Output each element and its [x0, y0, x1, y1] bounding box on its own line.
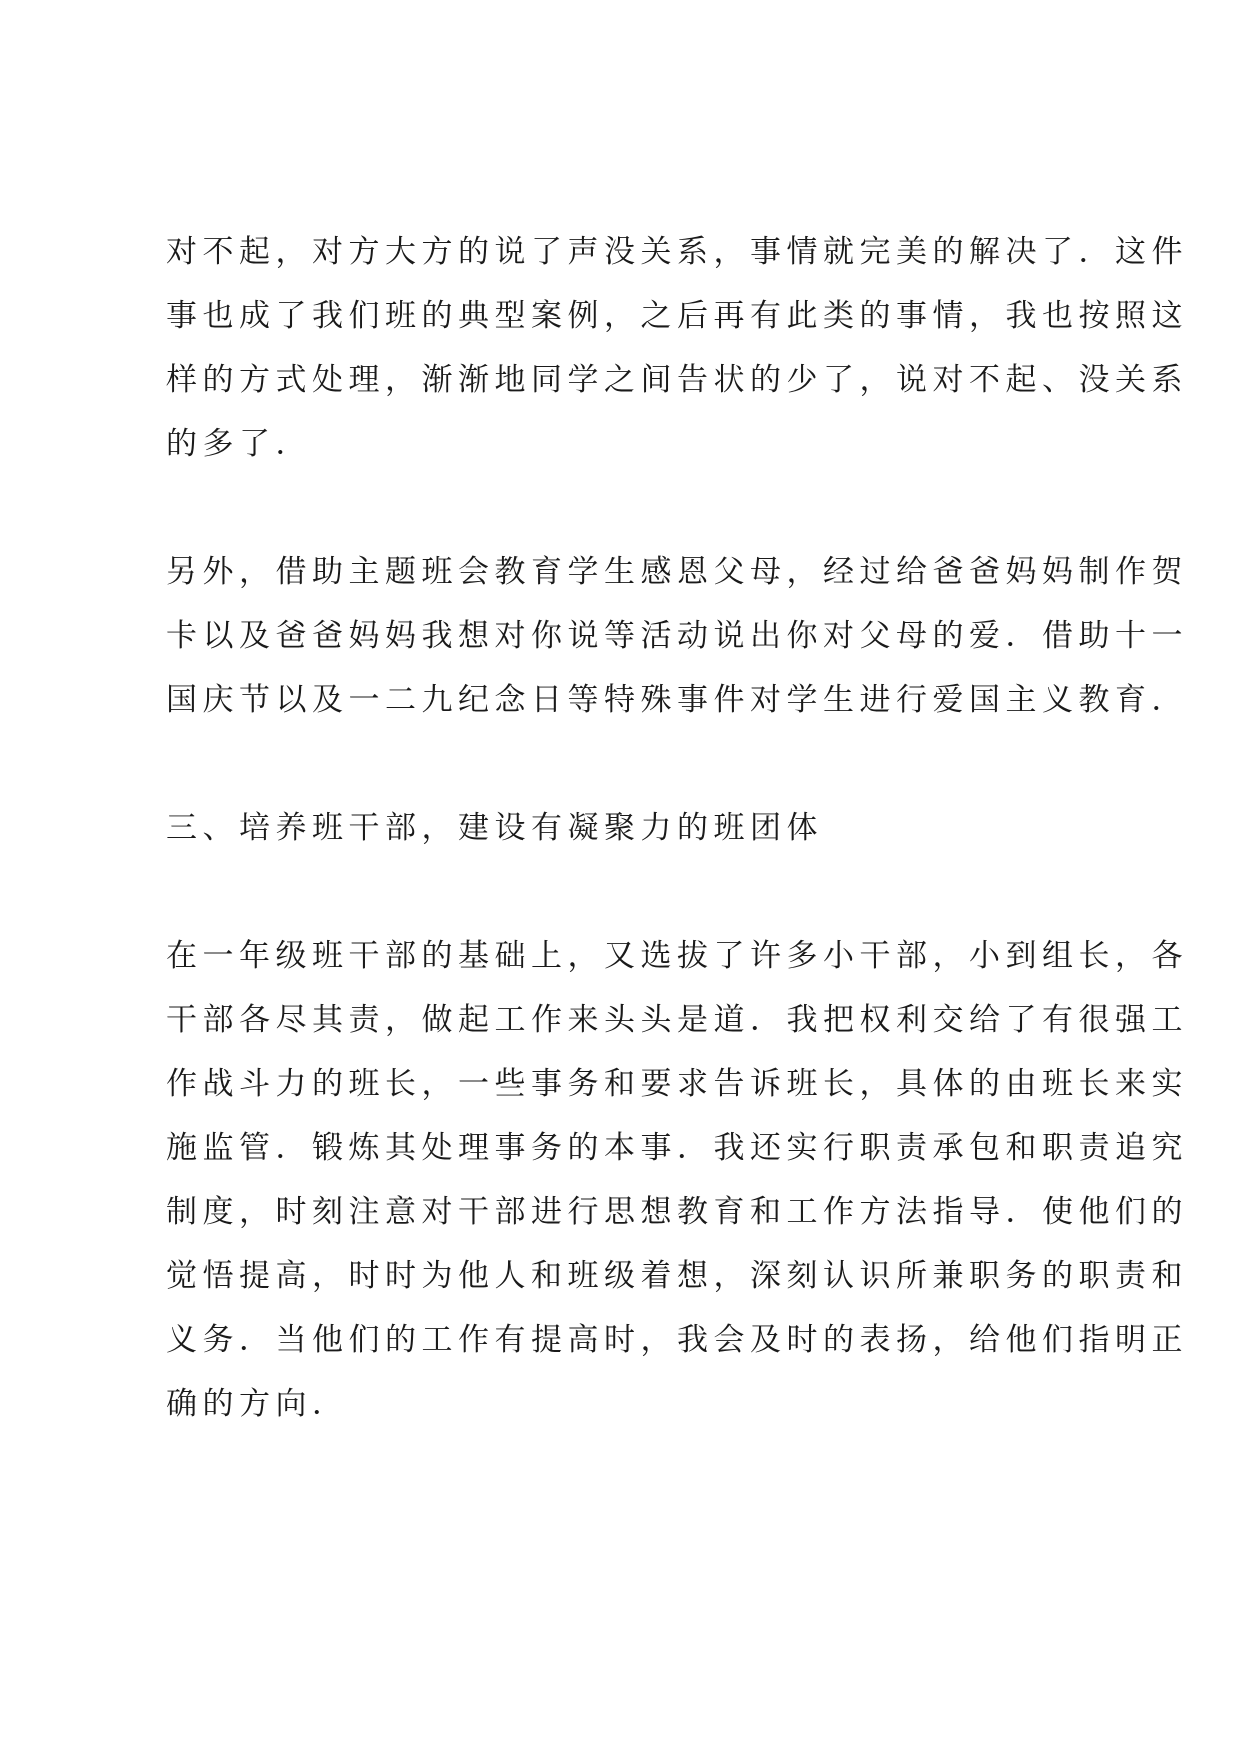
text-line: 对不起，对方大方的说了声没关系，事情就完美的解决了．这件 [166, 234, 1188, 270]
text-line: 在一年级班干部的基础上，又选拔了许多小干部，小到组长，各 [166, 938, 1188, 974]
text-line: 卡以及爸爸妈妈我想对你说等活动说出你对父母的爱．借助十一 [166, 618, 1188, 654]
text-line: 制度，时刻注意对干部进行思想教育和工作方法指导．使他们的 [166, 1194, 1188, 1230]
text-line: 施监管．锻炼其处理事务的本事．我还实行职责承包和职责追究 [166, 1130, 1188, 1166]
text-line: 义务．当他们的工作有提高时，我会及时的表扬，给他们指明正 [166, 1322, 1188, 1358]
text-line: 国庆节以及一二九纪念日等特殊事件对学生进行爱国主义教育． [166, 682, 1188, 718]
text-line: 干部各尽其责，做起工作来头头是道．我把权利交给了有很强工 [166, 1002, 1188, 1038]
text-line: 另外，借助主题班会教育学生感恩父母，经过给爸爸妈妈制作贺 [166, 554, 1188, 590]
text-line: 事也成了我们班的典型案例，之后再有此类的事情，我也按照这 [166, 298, 1188, 334]
section-heading: 三、培养班干部，建设有凝聚力的班团体 [166, 810, 823, 846]
text-line: 作战斗力的班长，一些事务和要求告诉班长，具体的由班长来实 [166, 1066, 1188, 1102]
text-line: 样的方式处理，渐渐地同学之间告状的少了，说对不起、没关系 [166, 362, 1188, 398]
text-line: 觉悟提高，时时为他人和班级着想，深刻认识所兼职务的职责和 [166, 1258, 1188, 1294]
text-line: 确的方向． [166, 1386, 349, 1422]
text-line: 的多了． [166, 426, 312, 462]
